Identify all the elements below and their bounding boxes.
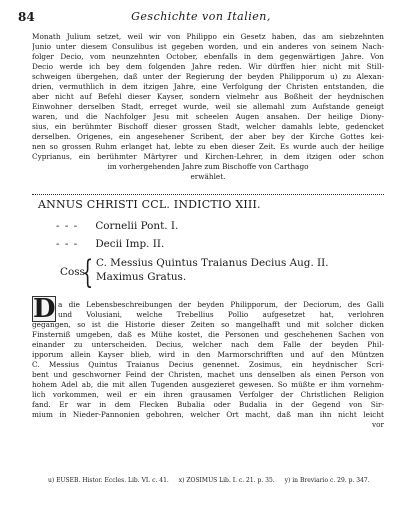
- text-line: gegangen, so ist die Historie dieser Zeiten so mangelhafft und mit solcher dicken: [32, 320, 384, 329]
- footnote: x) ZOSIMUS Lib. I. c. 21. p. 35.: [178, 477, 275, 484]
- text-line: und Volusiani, welche Trebellius Pollio aufgesetzet hat, verlohren: [58, 310, 384, 319]
- running-title: Geschichte von Italien,: [131, 10, 271, 23]
- footnote: y) in Breviario c. 29. p. 347.: [284, 477, 370, 484]
- dotted-divider: [32, 194, 384, 195]
- dash-leader: - - -: [56, 220, 79, 232]
- upper-paragraph: [32, 32, 384, 182]
- text-line: Decio werde ich bey dem folgenden Jahre reden. Wir dürffen hier nicht mit Still-: [32, 62, 384, 71]
- page-header: [18, 10, 384, 26]
- text-line: Monath Julium setzet, weil wir von Philippo ein Gesetz haben, das am siebzehnten: [32, 32, 384, 41]
- text-line: aber nicht auf Befehl dieser Kayser, sondern vielmehr aus Boßheit der heydnischen: [32, 92, 384, 101]
- drop-cap: D: [33, 294, 56, 324]
- text-line: sius, ein berühmter Bischoff dieser grossen Stadt, welcher damahls lebte, gedencket: [32, 122, 384, 131]
- dash-leader: - - -: [56, 238, 79, 250]
- text-line: a die Lebensbeschreibungen der beyden Philipporum, der Deciorum, des Galli: [58, 300, 384, 309]
- text-line: Cyprianus, ein berühmter Märtyrer und Kirchen-Lehrer, in dem itzigen oder schon: [32, 152, 384, 161]
- emperor-row: [56, 238, 164, 250]
- text-line: lich vorkommen, weil er ein ihren grausamen Verfolger der Christlichen Religion: [32, 390, 384, 399]
- text-line: fand. Er war in dem Flecken Bubalia oder Budalia in der Gegend von Sir-: [32, 400, 384, 409]
- text-line: ipporum allein Kayser blieb, wird in den Marmorschrifften und auf den Müntzen: [32, 350, 384, 359]
- text-line: Junio unter diesem Consulibus ist gegeben worden, und ein anderes von seinem Nach-: [32, 42, 384, 51]
- emperor-entry: Decii Imp. II.: [95, 238, 165, 250]
- text-line: einander zu unterscheiden. Decius, welcher nach dem Falle der beyden Phil-: [32, 340, 384, 349]
- text-line: drien, vermuthlich in dem itzigen Jahre, eine Verfolgung der Christen entstanden, die: [32, 82, 384, 91]
- text-line: waren, und die Nachfolger Jesu mit scheelen Augen ansahen. Der heilige Diony-: [32, 112, 384, 121]
- text-line: Einwohner derselben Stadt, erreget wurde, weil sie allemahl zum Aufstande geneigt: [32, 102, 384, 111]
- catchword: vor: [371, 420, 384, 429]
- consul-second: Maximus Gratus.: [96, 271, 187, 283]
- text-line: bent und geschworner Feind der Christen, machet uns denselben als einen Person von: [32, 370, 384, 379]
- consul-first: C. Messius Quintus Traianus Decius Aug. II.: [96, 257, 329, 269]
- text-line: mium in Nieder-Pannonien gebohren, welcher Ort macht, daß man ihn nicht leicht: [32, 410, 384, 419]
- text-line: schweigen übergehen, daß unter der Regierung der beyden Philipporum u) zu Alexan-: [32, 72, 384, 81]
- text-line: folger Decio, vom neunzehnten October, ebenfalls in dem gegenwärtigen Jahre. Von: [32, 52, 384, 61]
- pontiff-row: [56, 220, 178, 232]
- text-line: im vorhergehenden Jahre zum Bischoffe von Carthago: [107, 162, 309, 171]
- text-line: erwählet.: [190, 172, 226, 181]
- pontiff-entry: Cornelii Pont. I.: [95, 220, 179, 232]
- footnotes: [48, 477, 384, 484]
- curly-brace: {: [82, 253, 94, 291]
- footnote: u) EUSEB. Histor. Eccles. Lib. VI. c. 41.: [48, 477, 169, 484]
- text-line: Finsterniß umgeben, daß es Mühe kostet, die Personen und geschehenen Sachen von: [32, 330, 384, 339]
- text-line: nen so grossen Ruhm erlanget hat, lebte zu eben dieser Zeit. Es wurde auch der heilige: [32, 142, 384, 151]
- text-line: C. Messius Quintus Traianus Decius genennet. Zosimus, ein heydnischer Scri-: [32, 360, 384, 369]
- lower-paragraph: [32, 300, 384, 430]
- consuls-label: Coss.: [60, 266, 89, 278]
- text-line: derselben. Origenes, ein angesehener Scribent, der aber bey der Kirche Gottes kei-: [32, 132, 384, 141]
- text-line: hohem Adel ab, die mit allen Tugenden ausgezieret gewesen. So müßte er ihm vornehm-: [32, 380, 384, 389]
- page-number: 84: [18, 10, 35, 24]
- annus-heading: ANNUS CHRISTI CCL. INDICTIO XIII.: [38, 198, 261, 211]
